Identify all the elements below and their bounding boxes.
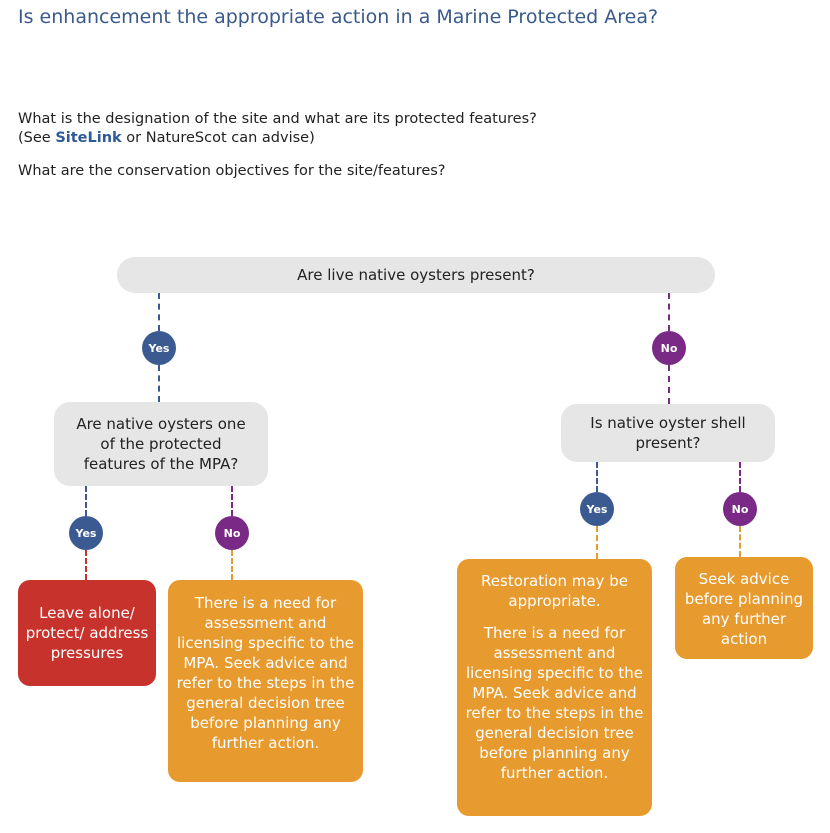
connector-left-no-lower	[231, 550, 233, 580]
root-yes-badge: Yes	[142, 331, 176, 365]
outcome-leave-alone	[18, 580, 156, 686]
conservation-objectives-question: What are the conservation objectives for the site/features?	[18, 163, 446, 179]
connector-right-yes-upper	[596, 462, 598, 492]
designation-question-line1: What is the designation of the site and what are its protected features?	[18, 111, 537, 127]
connector-right-no-lower	[739, 526, 741, 557]
root-question-box: Are live native oysters present?	[117, 257, 715, 293]
outcome-assessment-protected-text: There is a need for assessment and licensing specific to the MPA. Seek advice and refer to the steps in the general decision tree before planning any further action.	[176, 594, 355, 752]
outcome-restoration-p1: Restoration may be appropriate.	[481, 572, 628, 610]
designation-question-prefix: (See	[18, 130, 56, 146]
connector-left-no-upper	[231, 486, 233, 516]
left-no-badge: No	[215, 516, 249, 550]
connector-root-yes-upper	[158, 293, 160, 331]
page-title: Is enhancement the appropriate action in a Marine Protected Area?	[18, 6, 659, 28]
sitelink-link[interactable]: SiteLink	[55, 130, 122, 146]
right-yes-badge: Yes	[580, 492, 614, 526]
designation-question	[18, 110, 537, 148]
left-yes-badge: Yes	[69, 516, 103, 550]
connector-root-no-lower	[668, 365, 670, 404]
protected-feature-question-box: Are native oysters one of the protected features of the MPA?	[54, 402, 268, 486]
connector-left-yes-lower	[85, 550, 87, 580]
connector-left-yes-upper	[85, 486, 87, 516]
outcome-restoration	[457, 559, 652, 816]
outcome-assessment-protected	[168, 580, 363, 782]
outcome-leave-alone-text: Leave alone/ protect/ address pressures	[25, 604, 149, 662]
oyster-shell-question-box: Is native oyster shell present?	[561, 404, 775, 462]
right-no-badge: No	[723, 492, 757, 526]
connector-root-no-upper	[668, 293, 670, 331]
designation-question-suffix: or NatureScot can advise)	[121, 130, 315, 146]
outcome-seek-advice-text: Seek advice before planning any further action	[684, 570, 804, 648]
connector-root-yes-lower	[158, 365, 160, 402]
outcome-restoration-p2: There is a need for assessment and licensing specific to the MPA. Seek advice and refer to the steps in the general decision tree before planning any further action.	[465, 624, 644, 782]
root-no-badge: No	[652, 331, 686, 365]
connector-right-no-upper	[739, 462, 741, 492]
outcome-seek-advice	[675, 557, 813, 659]
connector-right-yes-lower	[596, 526, 598, 559]
